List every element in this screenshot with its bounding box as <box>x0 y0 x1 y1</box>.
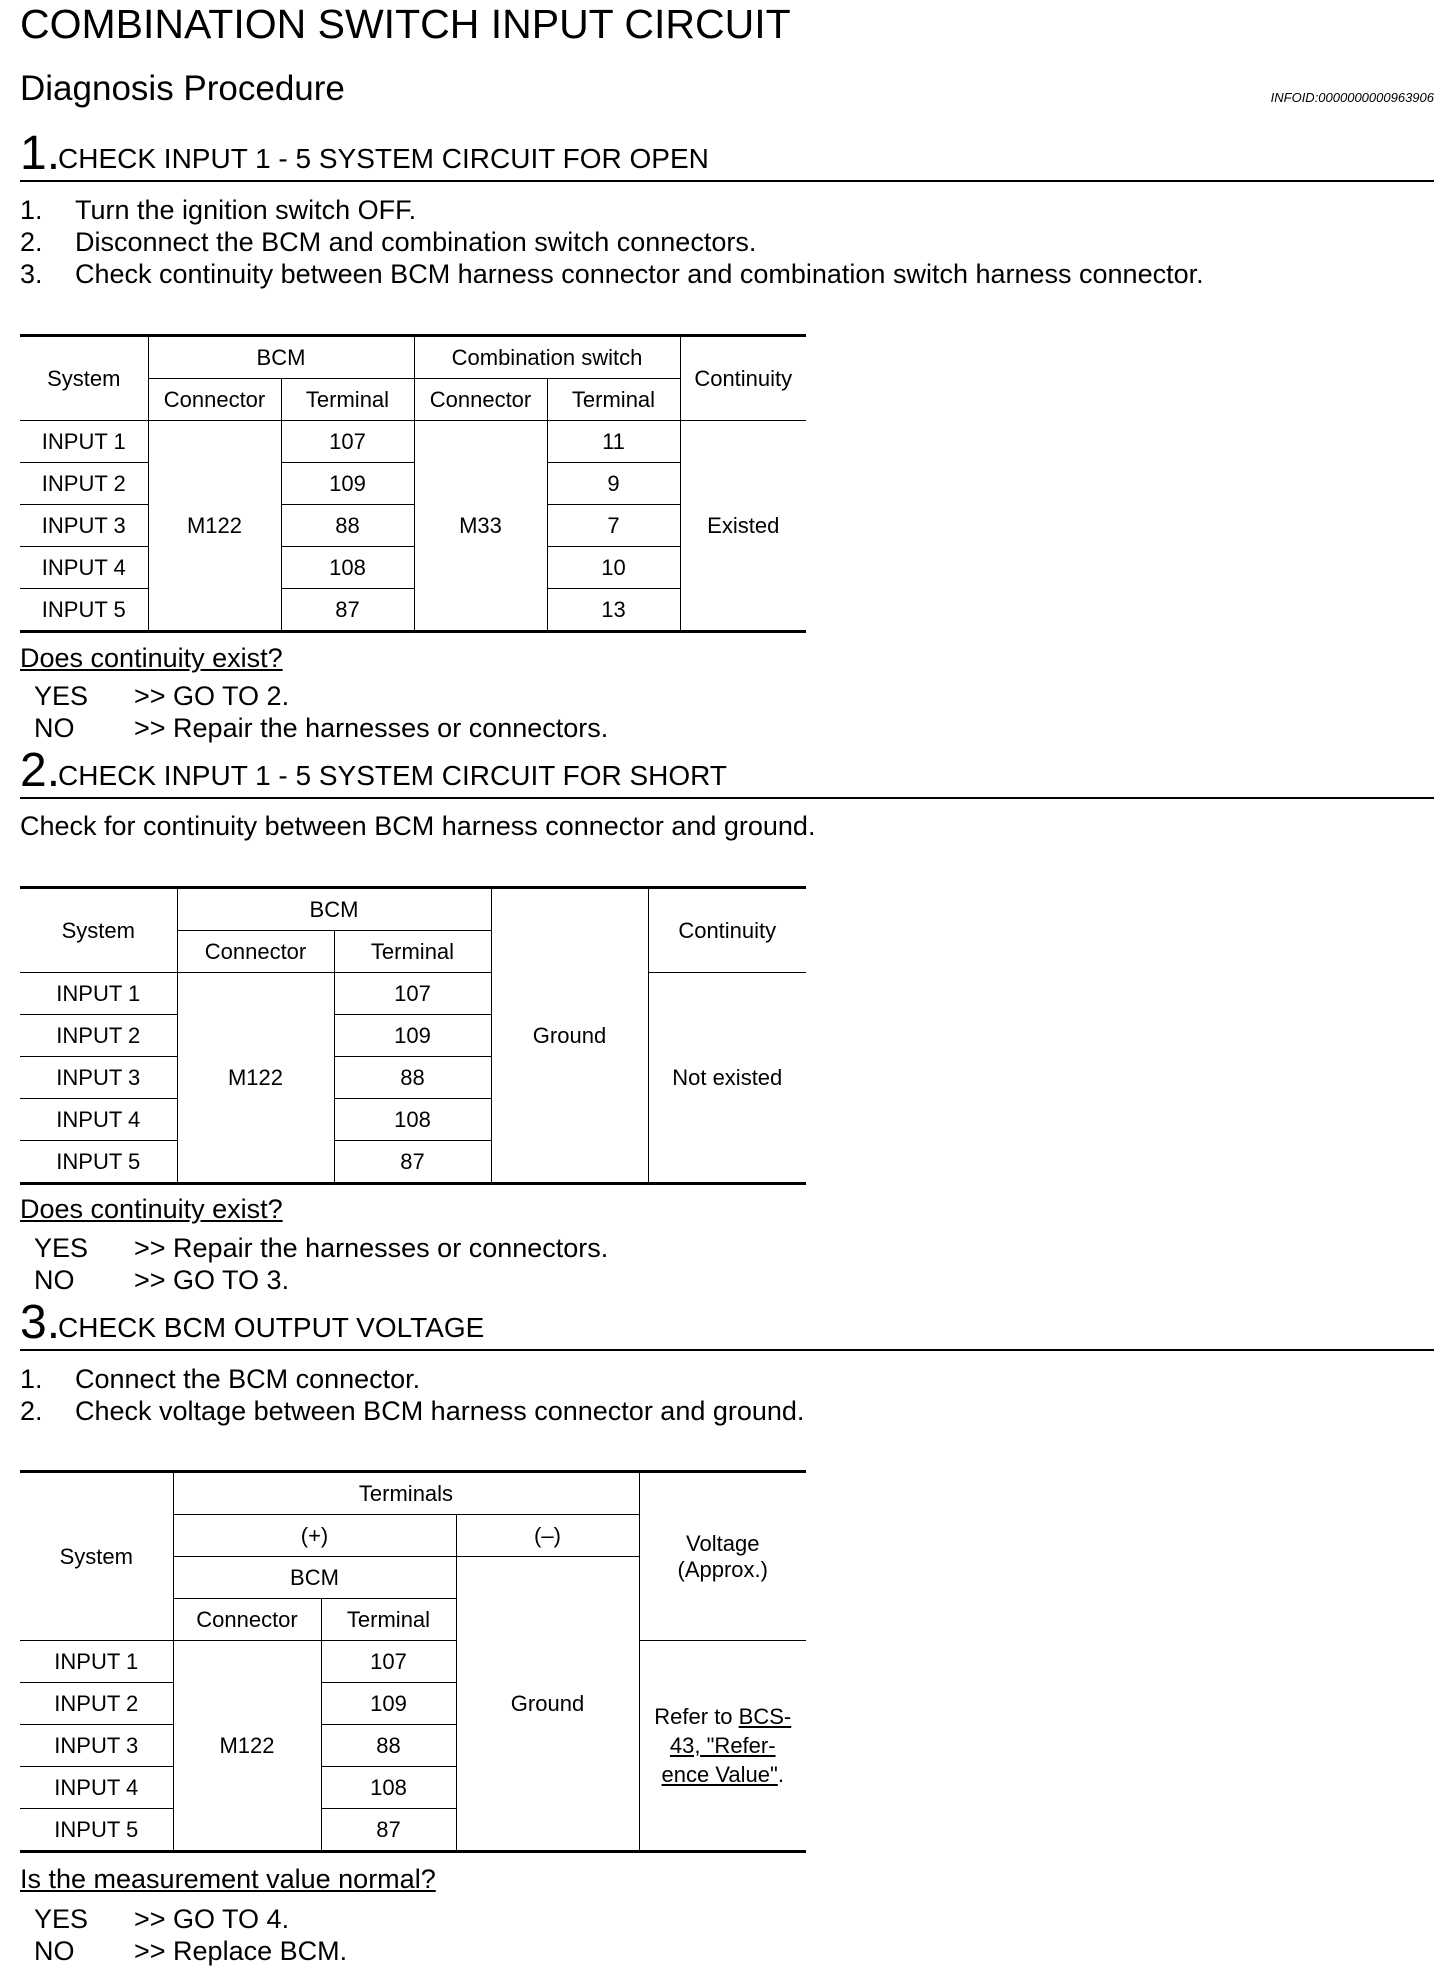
header-plus: (+) <box>173 1515 456 1557</box>
header-system: System <box>20 1472 173 1641</box>
header-continuity: Continuity <box>648 888 806 973</box>
no-answer: NO >> Replace BCM. <box>34 1936 348 1966</box>
step-2-continuity-table <box>20 886 806 1185</box>
table-row: INPUT 3 88 <box>20 1725 806 1767</box>
header-terminal: Terminal <box>334 931 491 973</box>
list-item: 1. Turn the ignition switch OFF. <box>20 195 417 225</box>
header-terminal: Terminal <box>281 379 414 421</box>
step-3-instructions <box>20 1363 804 1427</box>
list-item: 1. Connect the BCM connector. <box>20 1364 421 1394</box>
table-row: INPUT 5 87 13 <box>20 589 806 632</box>
list-item: 3. Check continuity between BCM harness connector and combination switch harness connector. <box>20 259 1204 289</box>
list-item: 2. Disconnect the BCM and combination switch connectors. <box>20 227 757 257</box>
header-bcm: BCM <box>148 336 414 379</box>
step-1-header <box>20 128 1434 182</box>
page-title: COMBINATION SWITCH INPUT CIRCUIT <box>20 1 791 47</box>
step-2-question: Does continuity exist? <box>20 1194 283 1224</box>
table-row: INPUT 5 87 <box>20 1809 806 1852</box>
table-row: INPUT 4 108 10 <box>20 547 806 589</box>
step-3-answers <box>34 1903 347 1967</box>
header-connector: Connector <box>148 379 281 421</box>
table-row: INPUT 2 109 <box>20 1015 806 1057</box>
step-2-header <box>20 745 1434 799</box>
continuity-value: Not existed <box>648 973 806 1184</box>
table-row: INPUT 3 88 <box>20 1057 806 1099</box>
step-1-instructions <box>20 194 1204 290</box>
yes-answer: YES >> Repair the harnesses or connectors. <box>34 1233 609 1263</box>
table-row: INPUT 5 87 <box>20 1141 806 1184</box>
step-title: CHECK BCM OUTPUT VOLTAGE <box>58 1312 485 1343</box>
step-number: 1. <box>20 127 61 180</box>
yes-answer: YES >> GO TO 4. <box>34 1904 290 1934</box>
header-system: System <box>20 888 177 973</box>
header-connector: Connector <box>177 931 334 973</box>
header-terminal: Terminal <box>321 1599 456 1641</box>
no-answer: NO >> Repair the harnesses or connectors. <box>34 713 609 743</box>
step-1-continuity-table <box>20 334 806 633</box>
header-voltage: Voltage (Approx.) <box>639 1472 806 1641</box>
header-system: System <box>20 336 148 421</box>
page-subtitle: Diagnosis Procedure <box>20 69 345 108</box>
list-item: 2. Check voltage between BCM harness connector and ground. <box>20 1396 805 1426</box>
table-row: INPUT 1 M122 107 Refer to BCS- 43, "Refer- ence Value". <box>20 1641 806 1683</box>
yes-answer: YES >> GO TO 2. <box>34 681 290 711</box>
reference-link[interactable]: BCS- <box>738 1704 792 1729</box>
header-connector: Connector <box>173 1599 321 1641</box>
table-row: INPUT 1 M122 107 M33 11 Existed <box>20 421 806 463</box>
bcm-connector: M122 <box>173 1641 321 1852</box>
step-number: 3. <box>20 1296 61 1349</box>
header-combination-switch: Combination switch <box>414 336 680 379</box>
header-terminals: Terminals <box>173 1472 639 1515</box>
header-minus: (–) <box>456 1515 639 1557</box>
table-row: INPUT 2 109 9 <box>20 463 806 505</box>
table-row: INPUT 3 88 7 <box>20 505 806 547</box>
header-bcm: BCM <box>173 1557 456 1599</box>
step-2-instruction: Check for continuity between BCM harness connector and ground. <box>20 811 816 841</box>
bcm-connector: M122 <box>148 421 281 632</box>
step-title: CHECK INPUT 1 - 5 SYSTEM CIRCUIT FOR OPEN <box>58 143 709 174</box>
info-id: INFOID:0000000000963906 <box>1270 90 1434 105</box>
table-row: INPUT 4 108 <box>20 1099 806 1141</box>
bcm-connector: M122 <box>177 973 334 1184</box>
header-terminal: Terminal <box>547 379 680 421</box>
header-continuity: Continuity <box>680 336 806 421</box>
step-3-voltage-table <box>20 1470 806 1853</box>
table-row: INPUT 1 M122 107 Not existed <box>20 973 806 1015</box>
no-answer: NO >> GO TO 3. <box>34 1265 290 1295</box>
step-1-question: Does continuity exist? <box>20 643 283 673</box>
ground-value: Ground <box>491 888 648 1184</box>
step-title: CHECK INPUT 1 - 5 SYSTEM CIRCUIT FOR SHORT <box>58 760 727 791</box>
table-row: INPUT 4 108 <box>20 1767 806 1809</box>
step-3-question: Is the measurement value normal? <box>20 1864 436 1894</box>
step-1-answers <box>34 680 608 744</box>
header-connector: Connector <box>414 379 547 421</box>
reference-link[interactable]: 43, "Refer- <box>669 1733 776 1758</box>
step-2-answers <box>34 1232 608 1296</box>
continuity-value: Existed <box>680 421 806 632</box>
combination-switch-connector: M33 <box>414 421 547 632</box>
ground-value: Ground <box>456 1557 639 1852</box>
step-3-header <box>20 1297 1434 1351</box>
step-number: 2. <box>20 744 61 797</box>
reference-link[interactable]: ence Value" <box>661 1762 778 1787</box>
table-row: INPUT 2 109 <box>20 1683 806 1725</box>
voltage-reference: Refer to BCS- 43, "Refer- ence Value". <box>639 1641 806 1852</box>
header-bcm: BCM <box>177 888 491 931</box>
